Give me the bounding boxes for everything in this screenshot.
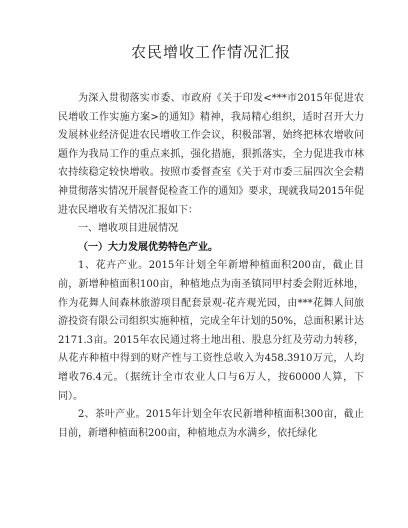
intro-paragraph: 为深入贯彻落实市委、市政府《关于印发<***市2015年促进农民增收工作实施方案>的通知》精神，我局精心组织，适时召开大力发展林业经济促进农民增收工作会议，积极部署，始终把林农增收问题作为我局工作的重点来抓，强化措施，狠抓落实，全力促进我市林农持续稳定较快增收。按照市委督查室《关于对市委三届四次全会精神贯彻落实情况开展督促检查工作的通知》要求，现就我局2015年促进农民增收有关情况汇报如下： <box>58 93 364 216</box>
item-tea-industry: 2、茶叶产业。2015年计划全年农民新增种植面积300亩，截止目前，新增种植面积200亩，种植地点为水满乡，依托绿化 <box>58 409 364 439</box>
item-flower-industry: 1、花卉产业。2015年计划全年新增种植面积200亩，截止目前，新增种植面积100亩，种植地点为南圣镇同甲村委会附近林地，作为花舞人间森林旅游项目配套景观-花卉观光园，由***花舞人间旅游投资有限公司组织实施种植，完成全年计划的50%，总面积累计达2171.3亩。2015年农民通过将土地出租、股息分红及劳动力转移，从花卉种植中得到的财产性与工资性总收入为458.3910万元，人均增收76.4元。（据统计全市农业人口与6万人，按60000人算，下同）。 <box>58 260 364 402</box>
subsection-heading-industries: （一）大力发展优势特色产业。 <box>78 241 218 253</box>
section-heading-progress: 一、增收项目进展情况 <box>78 223 178 235</box>
document-title: 农民增收工作情况汇报 <box>130 43 291 61</box>
